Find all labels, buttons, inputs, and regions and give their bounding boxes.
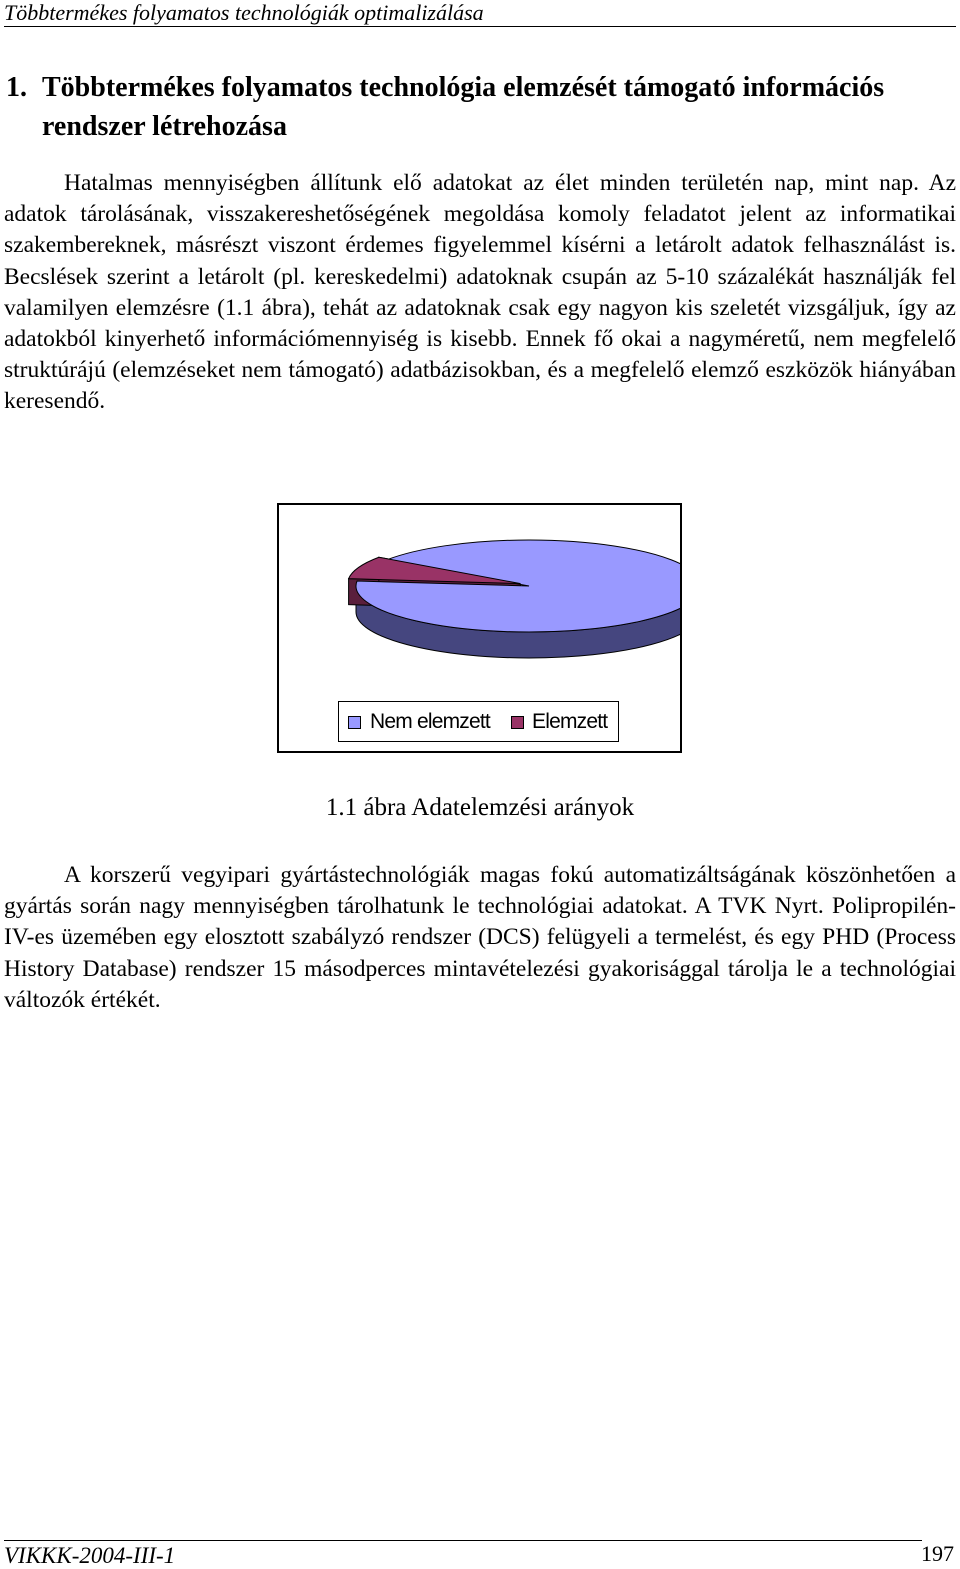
running-head: Többtermékes folyamatos technológiák optimalizálása bbox=[4, 0, 484, 25]
paragraph-tvk: A korszerű vegyipari gyártástechnológiák magas fokú automatizáltságának köszönhetően a gyártás során nagy mennyiségben tárolhatunk le technológiai adatokat. A TVK Nyrt. Polipropilén-IV-es üzemében egy elosztott szabályzó rendszer (DCS) felügyeli a termelést, és egy PHD (Process History Database) rendszer 15 másodperces mintavételezési gyakorisággal tárolja le a technológiai változók értékét. bbox=[4, 862, 956, 1013]
pie-slice-nem-elemzett bbox=[356, 540, 680, 632]
legend-label-nem-elemzett: Nem elemzett bbox=[370, 710, 490, 733]
header-rule bbox=[4, 26, 956, 27]
figure-caption: 1.1 ábra Adatelemzési arányok bbox=[325, 794, 635, 821]
legend-swatch-nem-elemzett bbox=[348, 716, 361, 729]
page-number: 197 bbox=[921, 1541, 954, 1566]
pie-chart-figure bbox=[277, 503, 682, 753]
footer-journal-id: VIKKK-2004-III-1 bbox=[4, 1543, 176, 1568]
footer-rule bbox=[4, 1540, 922, 1541]
legend-swatch-elemzett bbox=[511, 716, 524, 729]
chart-legend bbox=[338, 701, 619, 742]
section-heading bbox=[6, 68, 946, 146]
section-title: Többtermékes folyamatos technológia elemzését támogató információs rendszer létrehozása bbox=[42, 72, 885, 142]
paragraph-intro: Hatalmas mennyiségben állítunk elő adatokat az élet minden területén nap, mint nap. Az adatok tárolásának, visszakereshetőségének megoldása komoly feladatot jelent az informatikai szakembereknek, másrészt viszont érdemes figyelemmel kísérni a letárolt adatok felhasználást is. Becslések szerint a letárolt (pl. kereskedelmi) adatoknak csupán az 5-10 százalékát használják fel valamilyen elemzésre (1.1 ábra), tehát az adatoknak csak egy nagyon kis szeletét vizsgáljuk, így az adatokból kinyerhető információmennyiség is kisebb. Ennek fő okai a nagyméretű, nem megfelelő struktúrájú (elemzéseket nem támogató) adatbázisokban, és a megfelelő elemző eszközök hiányában keresendő. bbox=[4, 170, 956, 415]
section-number: 1. bbox=[6, 72, 27, 103]
legend-label-elemzett: Elemzett bbox=[532, 710, 608, 733]
